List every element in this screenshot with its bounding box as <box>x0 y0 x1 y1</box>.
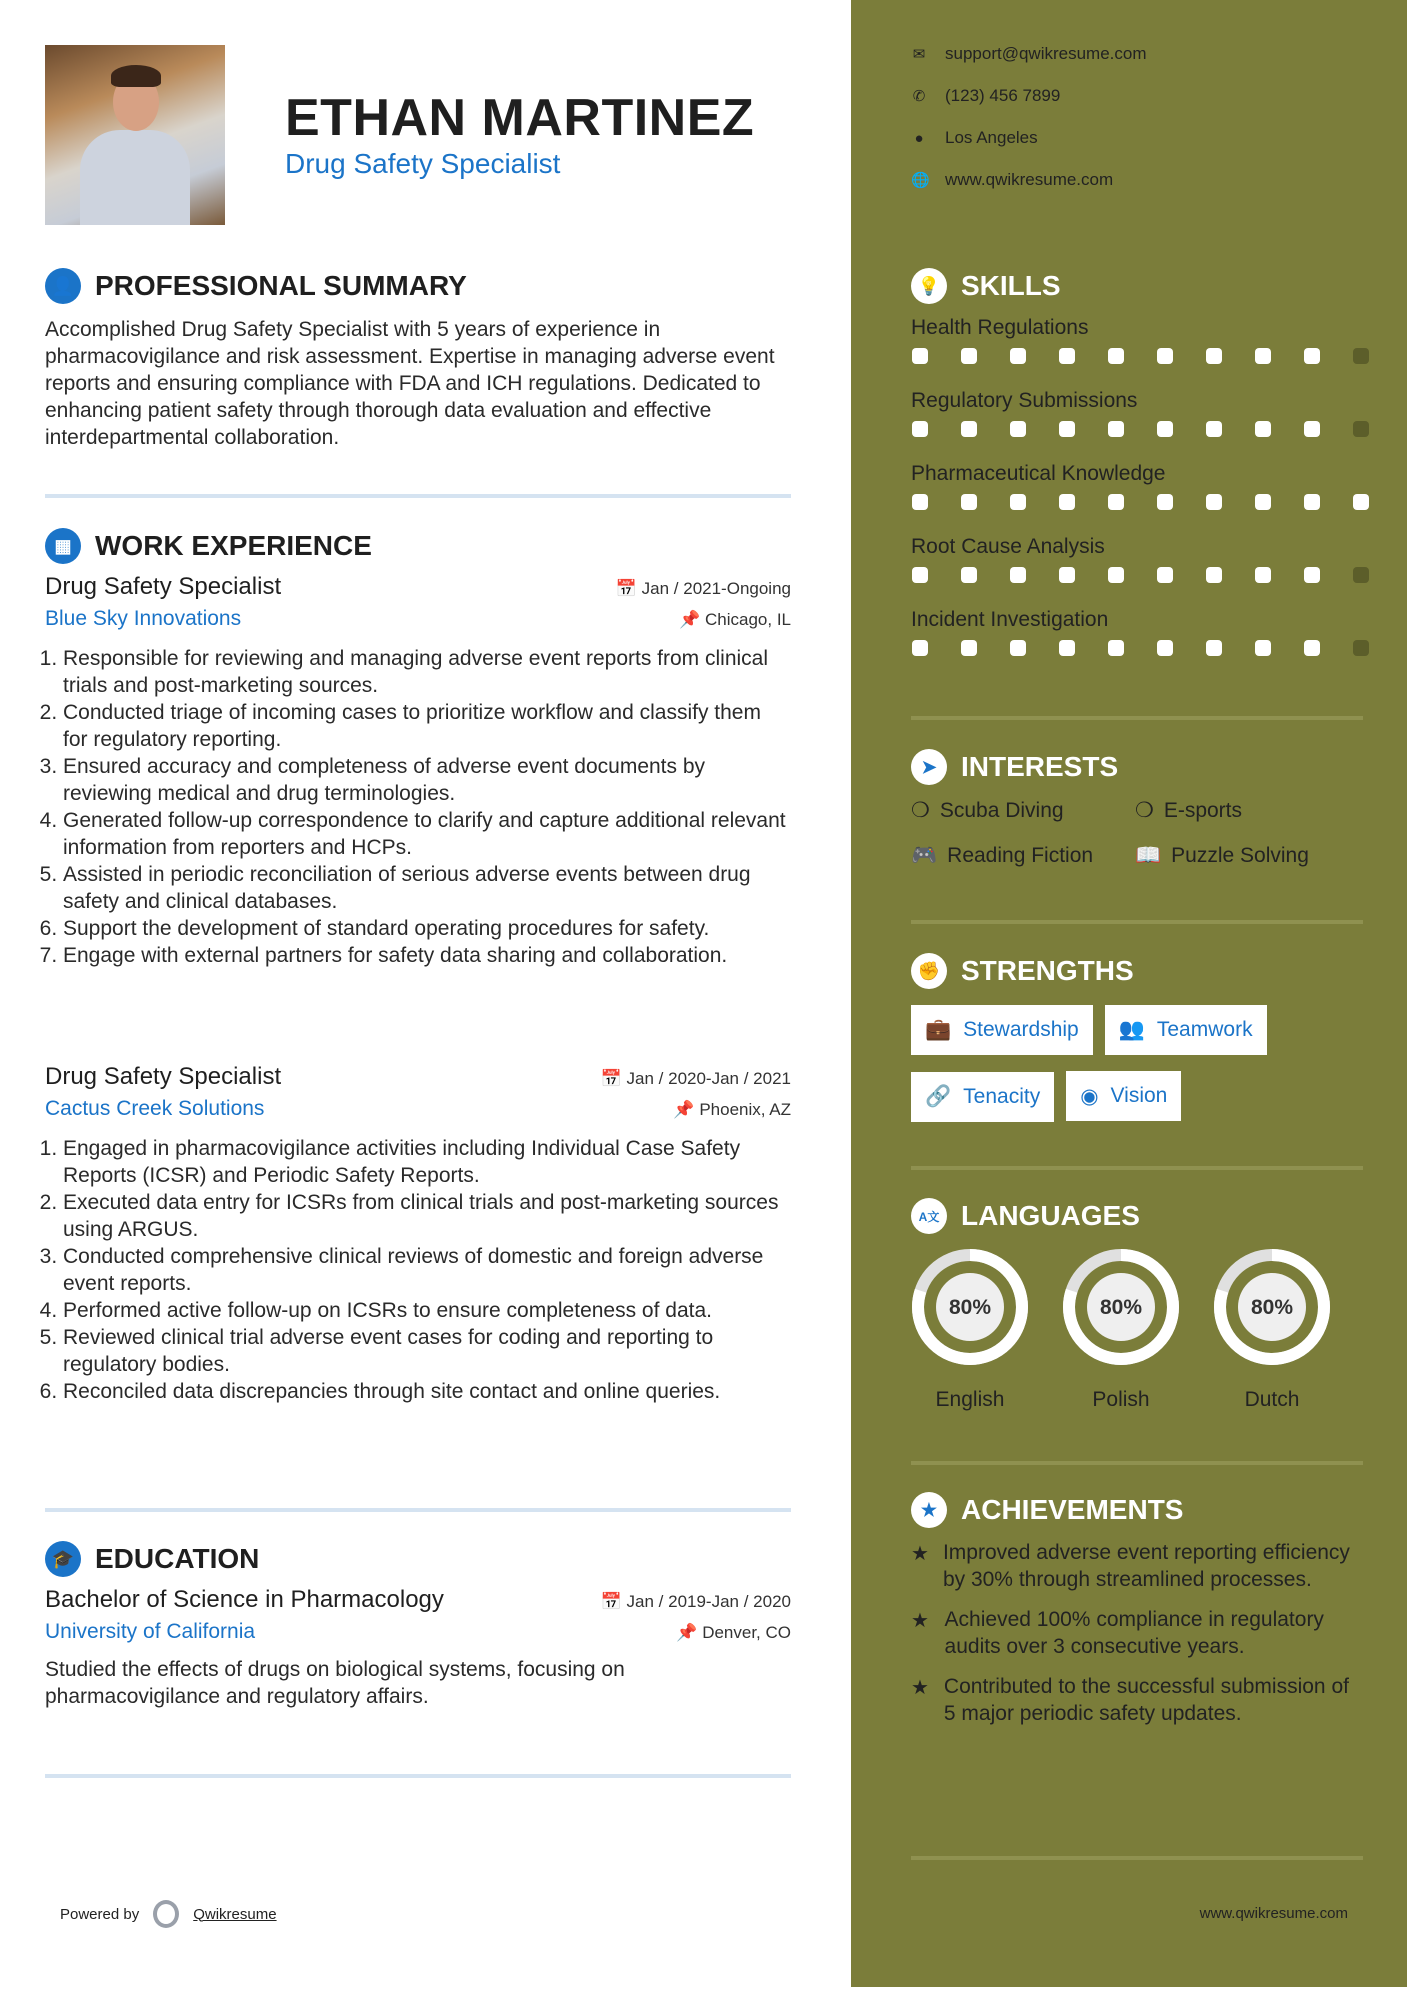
language-name: Dutch <box>1244 1388 1300 1411</box>
contact-location: ● Los Angeles <box>911 117 1147 159</box>
job-duties <box>45 645 791 969</box>
job-date: Jan / 2021-Ongoing <box>641 579 791 598</box>
skills-heading-text: SKILLS <box>961 270 1061 301</box>
footer-website[interactable]: www.qwikresume.com <box>1199 1905 1348 1922</box>
degree: Bachelor of Science in Pharmacology <box>45 1586 444 1613</box>
skill-dot <box>912 348 928 364</box>
skill-dot <box>961 348 977 364</box>
translate-icon: A文 <box>911 1198 947 1234</box>
skill-dot <box>912 421 928 437</box>
powered-by <box>60 1900 277 1928</box>
duty: 5. Reviewed clinical trial adverse event cases for coding and reporting to regulatory bodies. <box>63 1324 791 1378</box>
phone-icon: ✆ <box>912 88 926 105</box>
skill-rating <box>911 494 1371 532</box>
skill-dot <box>1059 421 1075 437</box>
skill-dot <box>1108 348 1124 364</box>
skill-dot <box>1353 567 1369 583</box>
user-icon: 👤 <box>45 268 81 304</box>
duty: 3. Conducted comprehensive clinical reviews of domestic and foreign adverse event reports. <box>63 1243 791 1297</box>
duty: 4. Generated follow-up correspondence to clarify and capture additional relevant information from reporters and HCPs. <box>63 807 791 861</box>
interests-list <box>911 788 1371 878</box>
achievements-heading <box>911 1492 1183 1528</box>
language-name: Polish <box>1092 1388 1150 1411</box>
skill-rating <box>911 567 1371 605</box>
skill-dot <box>1255 567 1271 583</box>
language-name: English <box>935 1388 1005 1411</box>
envelope-icon: ✉ <box>912 46 926 63</box>
skill-dot <box>1010 567 1026 583</box>
strength-tag: 🔗 Tenacity <box>911 1072 1054 1122</box>
skill-dot <box>1108 421 1124 437</box>
achievements-heading-text: ACHIEVEMENTS <box>961 1494 1184 1525</box>
job-title: Drug Safety Specialist <box>45 573 282 600</box>
skills-heading <box>911 268 1061 304</box>
skill-dot <box>1206 640 1222 656</box>
language-percent: 80% <box>1250 1296 1294 1319</box>
school: University of California <box>45 1620 256 1643</box>
strength-tag: 👥 Teamwork <box>1105 1005 1267 1055</box>
contact-email: ✉ support@qwikresume.com <box>912 44 1147 63</box>
graduate-icon: 🎓 <box>45 1541 81 1577</box>
star-badge-icon: ★ <box>911 1492 947 1528</box>
job-entry <box>45 1063 791 1405</box>
binoculars-icon: ◉ <box>1080 1084 1099 1108</box>
language-item <box>1211 1246 1333 1412</box>
duty: 1. Engaged in pharmacovigilance activities including Individual Case Safety Reports (ICSR) and Periodic Safety Reports. <box>63 1135 791 1189</box>
skill-dot <box>912 567 928 583</box>
interest-item: 🎮 Reading Fiction <box>911 843 1094 867</box>
skill-dot <box>1010 494 1026 510</box>
profile-photo <box>45 45 225 225</box>
skill-dot <box>1108 567 1124 583</box>
skill-dot <box>1059 640 1075 656</box>
duty: 2. Executed data entry for ICSRs from clinical trials and post-marketing sources using ARGUS. <box>63 1189 791 1243</box>
skill-rating <box>911 640 1371 678</box>
divider <box>45 1774 791 1778</box>
skill-dot <box>1304 494 1320 510</box>
skill-dot <box>1108 494 1124 510</box>
skill-dot <box>1157 494 1173 510</box>
duty: 6. Support the development of standard operating procedures for safety. <box>63 915 791 942</box>
book-icon: 📖 <box>1135 843 1162 867</box>
duty: 7. Engage with external partners for safety data sharing and collaboration. <box>63 942 791 969</box>
skill-dot <box>1353 640 1369 656</box>
candidate-title: Drug Safety Specialist <box>285 148 561 179</box>
skill-dot <box>961 640 977 656</box>
users-icon: 👥 <box>1118 1018 1145 1041</box>
skill-dot <box>1157 567 1173 583</box>
strengths-heading-text: STRENGTHS <box>961 955 1134 986</box>
star-icon: ★ <box>911 1543 929 1565</box>
interest-item: ❍ Scuba Diving <box>911 798 1064 822</box>
skill-dot <box>1255 640 1271 656</box>
skill-dot <box>1157 348 1173 364</box>
job-location: Chicago, IL <box>705 610 791 629</box>
calendar-icon: 📅 <box>600 1069 622 1088</box>
skill-dot <box>1059 567 1075 583</box>
skill-dot <box>1353 494 1369 510</box>
contact-website: 🌐 www.qwikresume.com <box>911 170 1114 189</box>
strengths-heading <box>911 953 1134 989</box>
qwikresume-link[interactable]: Qwikresume <box>193 1905 277 1923</box>
skill-dot <box>912 494 928 510</box>
lifebuoy-icon: ❍ <box>911 799 930 822</box>
skill-rating <box>911 421 1371 459</box>
achievement-item: ★ Contributed to the successful submission of 5 major periodic safety updates. <box>911 1675 1349 1725</box>
pin-icon: 📌 <box>676 1623 698 1642</box>
skill-name: Health Regulations <box>911 316 1089 339</box>
skills-list <box>911 313 1371 678</box>
divider <box>911 1461 1363 1465</box>
paper-plane-icon: ➤ <box>911 749 947 785</box>
language-percent: 80% <box>948 1296 992 1319</box>
skill-dot <box>1059 494 1075 510</box>
skill-dot <box>1304 567 1320 583</box>
summary-text: Accomplished Drug Safety Specialist with 5 years of experience in pharmacovigilance and risk assessment. Expertise in managing adverse event reports and ensuring compliance with FDA and ICH regulations. Dedicated to enhancing patient safety through thorough data evaluation and effective interdepartmental collaboration. <box>45 318 775 449</box>
language-percent: 80% <box>1099 1296 1143 1319</box>
gamepad-icon: 🎮 <box>911 843 938 867</box>
language-item <box>909 1246 1031 1412</box>
strengths-list <box>911 1005 1371 1122</box>
education-description: Studied the effects of drugs on biological systems, focusing on pharmacovigilance and regulatory affairs. <box>45 1658 625 1708</box>
achievement-item: ★ Improved adverse event reporting efficiency by 30% through streamlined processes. <box>911 1541 1350 1591</box>
summary-heading-text: PROFESSIONAL SUMMARY <box>95 270 467 301</box>
globe-icon: 🌐 <box>911 172 930 189</box>
summary-heading <box>45 268 467 304</box>
language-item <box>1060 1246 1182 1412</box>
skill-dot <box>912 640 928 656</box>
interest-item: ❍ E-sports <box>1135 798 1243 822</box>
map-pin-icon: ● <box>914 129 924 147</box>
skill-dot <box>1206 348 1222 364</box>
star-icon: ★ <box>911 1677 929 1699</box>
qwikresume-logo-icon <box>153 1900 179 1928</box>
language-ring <box>1211 1246 1333 1368</box>
divider <box>911 1166 1363 1170</box>
education-heading-text: EDUCATION <box>95 1543 260 1574</box>
job-company: Blue Sky Innovations <box>45 607 242 630</box>
skill-dot <box>1206 567 1222 583</box>
skill-name: Incident Investigation <box>911 608 1109 631</box>
calendar-icon: 📅 <box>600 1592 622 1611</box>
duty: 3. Ensured accuracy and completeness of adverse event documents by reviewing medical and drug terminologies. <box>63 753 791 807</box>
interests-heading-text: INTERESTS <box>961 751 1119 782</box>
duty: 4. Performed active follow-up on ICSRs to ensure completeness of data. <box>63 1297 791 1324</box>
skill-dot <box>1304 348 1320 364</box>
education-date: Jan / 2019-Jan / 2020 <box>626 1592 791 1611</box>
work-heading-text: WORK EXPERIENCE <box>95 530 372 561</box>
divider <box>911 920 1363 924</box>
divider <box>911 1856 1363 1860</box>
skill-rating <box>911 348 1371 386</box>
skill-dot <box>1010 640 1026 656</box>
achievements-list <box>911 1539 1363 1740</box>
job-location: Phoenix, AZ <box>699 1100 791 1119</box>
briefcase-icon: 💼 <box>925 1018 952 1041</box>
link-icon: 🔗 <box>925 1084 952 1108</box>
skill-dot <box>1255 348 1271 364</box>
divider <box>911 716 1363 720</box>
skill-dot <box>1157 640 1173 656</box>
skill-dot <box>1206 421 1222 437</box>
work-heading <box>45 528 372 564</box>
skill-dot <box>1255 421 1271 437</box>
language-ring <box>1060 1246 1182 1368</box>
skill-dot <box>1353 348 1369 364</box>
skill-dot <box>961 494 977 510</box>
education-location: Denver, CO <box>702 1623 791 1642</box>
divider <box>45 1508 791 1512</box>
star-icon: ★ <box>911 1610 929 1632</box>
job-date: Jan / 2020-Jan / 2021 <box>626 1069 791 1088</box>
skill-dot <box>1255 494 1271 510</box>
duty: 2. Conducted triage of incoming cases to prioritize workflow and classify them for regulatory reporting. <box>63 699 791 753</box>
powered-by-text: Powered by <box>60 1905 140 1923</box>
duty: 5. Assisted in periodic reconciliation of serious adverse events between drug safety and clinical databases. <box>63 861 791 915</box>
skill-dot <box>1206 494 1222 510</box>
skill-name: Regulatory Submissions <box>911 389 1138 412</box>
interests-heading <box>911 749 1118 785</box>
skill-name: Pharmaceutical Knowledge <box>911 462 1166 485</box>
strength-tag: ◉ Vision <box>1066 1071 1181 1121</box>
skill-dot <box>1108 640 1124 656</box>
pin-icon: 📌 <box>679 610 701 629</box>
achievement-item: ★ Achieved 100% compliance in regulatory audits over 3 consecutive years. <box>911 1608 1324 1658</box>
job-entry <box>45 573 791 969</box>
skill-dot <box>1059 348 1075 364</box>
languages-heading <box>911 1198 1140 1234</box>
contact-list <box>911 33 1147 201</box>
chair-icon: ▦ <box>45 528 81 564</box>
education-entry <box>45 1586 791 1710</box>
lightbulb-icon: 💡 <box>911 268 947 304</box>
skill-dot <box>961 421 977 437</box>
contact-phone: ✆ (123) 456 7899 <box>912 86 1061 105</box>
pin-icon: 📌 <box>673 1100 695 1119</box>
skill-name: Root Cause Analysis <box>911 535 1105 558</box>
skill-dot <box>1353 421 1369 437</box>
duty: 6. Reconciled data discrepancies through site contact and online queries. <box>63 1378 791 1405</box>
skill-dot <box>1157 421 1173 437</box>
job-company: Cactus Creek Solutions <box>45 1097 265 1120</box>
skill-dot <box>961 567 977 583</box>
calendar-icon: 📅 <box>615 579 637 598</box>
skill-dot <box>1010 421 1026 437</box>
divider <box>45 494 791 498</box>
lifebuoy-icon: ❍ <box>1135 799 1154 822</box>
skill-dot <box>1304 421 1320 437</box>
job-duties <box>45 1135 791 1405</box>
fist-icon: ✊ <box>911 953 947 989</box>
language-ring <box>909 1246 1031 1368</box>
skill-dot <box>1010 348 1026 364</box>
strength-tag: 💼 Stewardship <box>911 1005 1093 1055</box>
duty: 1. Responsible for reviewing and managing adverse event reports from clinical trials and post-marketing sources. <box>63 645 791 699</box>
interest-item: 📖 Puzzle Solving <box>1135 843 1309 867</box>
languages-heading-text: LANGUAGES <box>961 1200 1140 1231</box>
candidate-name: ETHAN MARTINEZ <box>285 89 755 147</box>
skill-dot <box>1304 640 1320 656</box>
job-title: Drug Safety Specialist <box>45 1063 282 1090</box>
education-heading <box>45 1541 259 1577</box>
